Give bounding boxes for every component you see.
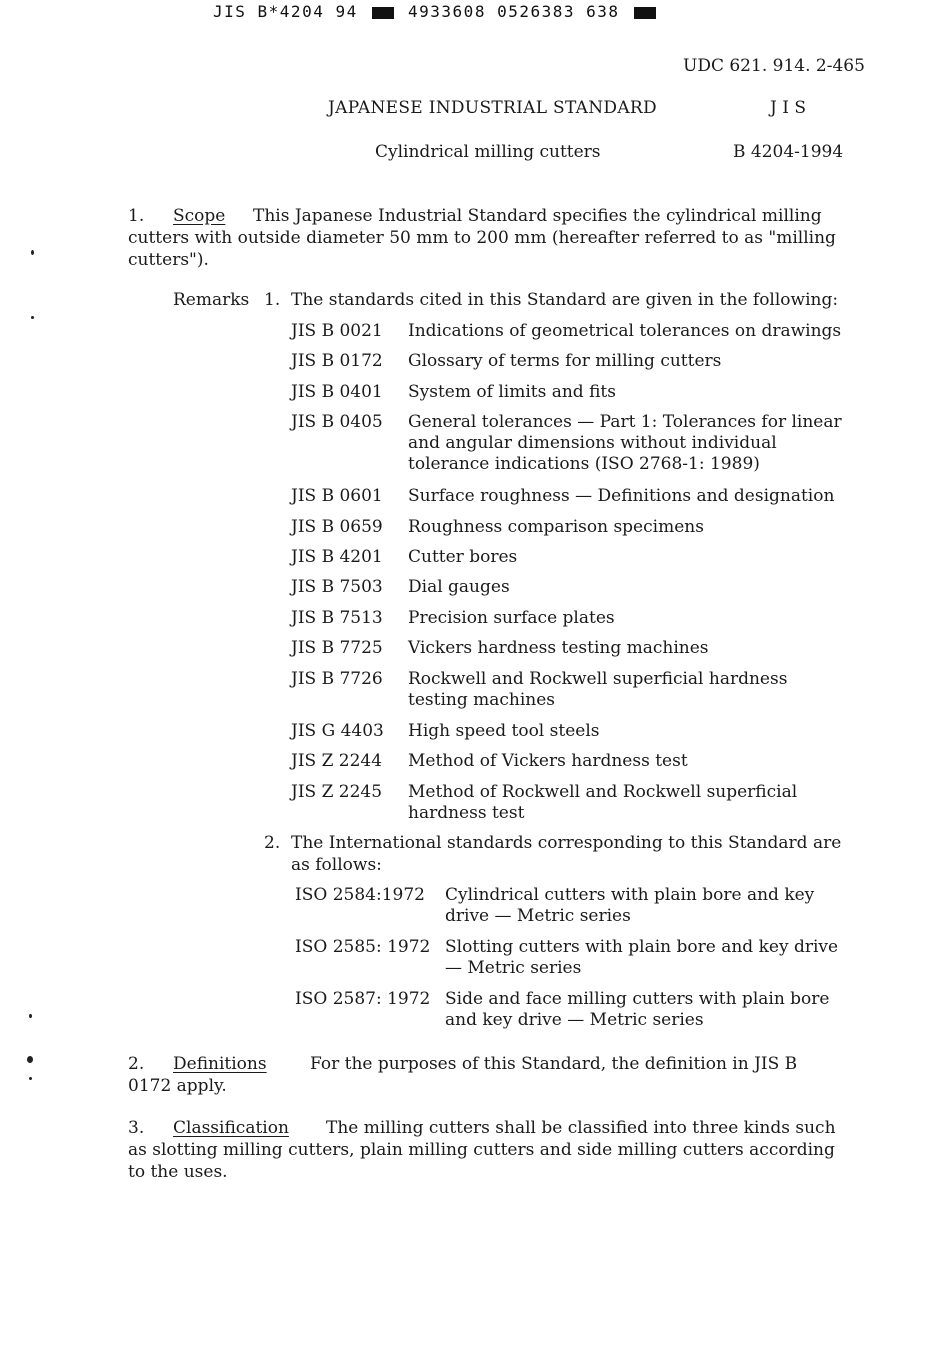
standard-title: Glossary of terms for milling cutters [408,351,722,371]
scan-header-code-2: 4933608 0526383 638 [408,2,620,21]
scope-line-2: cutters with outside diameter 50 mm to 200 mm (hereafter referred to as "milling [128,228,836,248]
classification-section [128,1117,868,1183]
classification-line-1: The milling cutters shall be classified into three kinds such [326,1118,836,1138]
iso-title: Slotting cutters with plain bore and key drive — Metric series [445,937,839,978]
remarks-label: Remarks [173,290,250,310]
standard-org: JAPANESE INDUSTRIAL STANDARD [328,98,657,118]
document-title: Cylindrical milling cutters [375,142,601,162]
standard-title: Rockwell and Rockwell superficial hardness testing machines [408,669,788,710]
scan-speck [29,1014,32,1018]
standard-code: JIS B 7503 [291,577,383,597]
cited-standards-list [291,321,861,831]
standard-title: Cutter bores [408,547,518,567]
scope-line-3: cutters"). [128,250,209,270]
standard-code: JIS B 4201 [291,547,383,567]
remarks-item-2-line-2: as follows: [291,855,382,875]
classification-line-3: to the uses. [128,1162,228,1182]
scan-header-code-1: JIS B*4204 94 [213,2,358,21]
standard-code: JIS Z 2244 [291,751,383,771]
classification-line-2: as slotting milling cutters, plain milling cutters and side milling cutters according [128,1140,835,1160]
standard-number: B 4204-1994 [733,142,844,162]
standard-title: Dial gauges [408,577,510,597]
standard-title: Indications of geometrical tolerances on drawings [408,321,842,341]
scan-speck [31,250,34,255]
classification-number: 3. [128,1118,145,1138]
remarks-item-2-number: 2. [264,833,281,853]
iso-title: Side and face milling cutters with plain bore and key drive — Metric series [445,989,830,1030]
scan-speck [27,1056,33,1063]
iso-code: ISO 2584:1972 [295,885,425,905]
standard-code: JIS B 0021 [291,321,383,341]
udc-number: UDC 621. 914. 2-465 [683,56,865,76]
iso-code: ISO 2585: 1972 [295,937,431,957]
standard-code: JIS B 0172 [291,351,383,371]
standard-code: JIS B 0659 [291,517,383,537]
scan-speck [29,1077,32,1080]
standard-title: Surface roughness — Definitions and designation [408,486,835,506]
definitions-line-2: 0172 apply. [128,1076,227,1096]
definitions-heading: Definitions [173,1054,267,1074]
iso-code: ISO 2587: 1972 [295,989,431,1009]
scan-header [213,2,659,21]
scope-line-1: This Japanese Industrial Standard specifies the cylindrical milling [253,206,822,226]
remarks-item-2-line-1: The International standards corresponding to this Standard are [291,833,842,853]
standard-title: General tolerances — Part 1: Tolerances for linear and angular dimensions without individual tolerance indications (ISO 2768-1: 1989) [408,412,842,474]
standard-code: JIS B 0401 [291,382,383,402]
standard-title: Roughness comparison specimens [408,517,704,537]
standard-code: JIS B 0405 [291,412,383,432]
standard-code: JIS B 7513 [291,608,383,628]
standard-title: System of limits and fits [408,382,616,402]
standard-code: JIS B 0601 [291,486,383,506]
scan-speck [31,316,34,319]
standard-title: High speed tool steels [408,721,600,741]
standard-title: Precision surface plates [408,608,615,628]
iso-title: Cylindrical cutters with plain bore and key drive — Metric series [445,885,815,926]
definitions-number: 2. [128,1054,145,1074]
standard-code: JIS B 7725 [291,638,383,658]
remarks-item-1-text: The standards cited in this Standard are given in the following: [291,290,839,310]
standard-title: Method of Rockwell and Rockwell superficial hardness test [408,782,798,823]
classification-heading: Classification [173,1118,289,1138]
standard-code: JIS G 4403 [291,721,384,741]
standard-code: JIS Z 2245 [291,782,383,802]
remarks-item-1-number: 1. [264,290,281,310]
redaction-block-2 [634,7,656,19]
standard-title: Vickers hardness testing machines [408,638,709,658]
scope-section [128,205,868,271]
scope-number: 1. [128,206,145,226]
redaction-block-1 [372,7,394,19]
jis-mark: J I S [770,98,806,118]
standard-code: JIS B 7726 [291,669,383,689]
standard-title: Method of Vickers hardness test [408,751,688,771]
scope-heading: Scope [173,206,226,226]
iso-standards-list [295,885,860,1035]
definitions-section [128,1053,868,1097]
definitions-line-1: For the purposes of this Standard, the definition in JIS B [310,1054,798,1074]
